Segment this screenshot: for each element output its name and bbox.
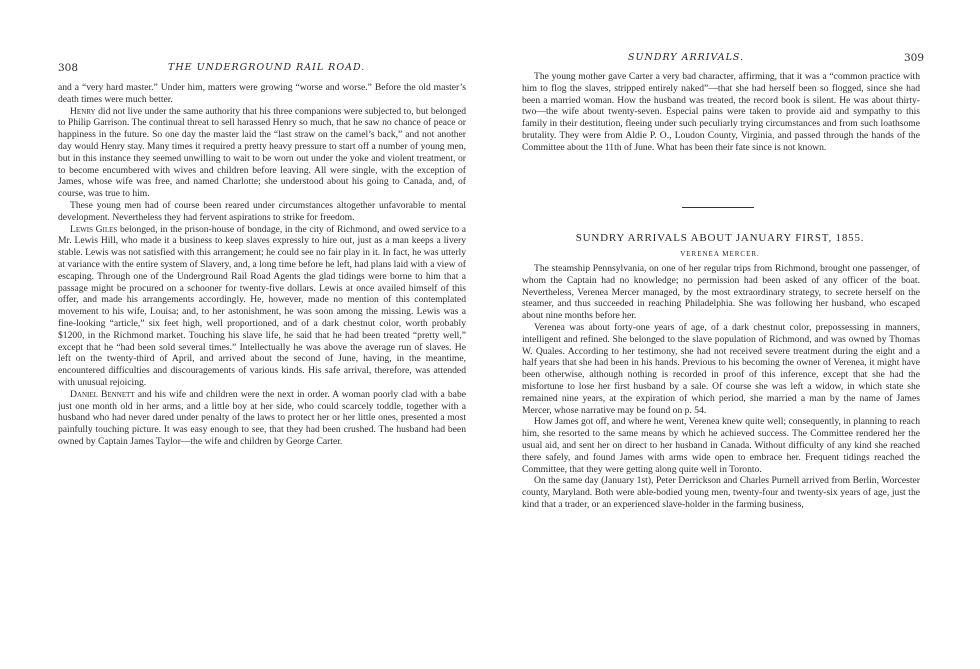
paragraph: The steamship Pennsylvania, on one of her regular trips from Richmond, brought one passenger, of whom the Captain had no knowledge; no permission had been asked of any officer of the boat. Nevertheless, Verenea Mercer managed, by the most extraordinary strategy, to secrete herself on the steamer, and thus succeeded in reaching Philadelphia. She was following her husband, who escaped about nine months before her. — [522, 263, 920, 322]
paragraph: How James got off, and where he went, Verenea knew quite well; consequently, in planning to reach him, she resorted to the same means by which he achieved success. The Committee rendered her the usual aid, and sent her on direct to her husband in Canada. Without difficulty of any kind she reached there safely, and found James with arms wide open to embrace her. Frequent tidings reached the Committee, that they were getting along quite well in Toronto. — [522, 416, 920, 475]
left-page-header — [58, 62, 466, 76]
left-page-number: 308 — [58, 62, 79, 74]
left-page — [58, 0, 466, 669]
right-section-body — [522, 263, 920, 511]
right-page-header — [516, 52, 924, 66]
right-running-head: SUNDRY ARRIVALS. — [628, 52, 745, 63]
paragraph: Daniel Bennett and his wife and children were the next in order. A woman poorly clad with a babe just one month old in her arms, and a little boy at her side, who could scarcely toddle, together with a husband who had never dared under penalty of the laws to protect her or her little ones, presented a most painfully touching picture. It was easy enough to see, that they had been crushed. The husband had been owned by Captain James Taylor—the wife and children by George Carter. — [58, 388, 466, 447]
paragraph: Lewis Giles belonged, in the prison-house of bondage, in the city of Richmond, and owed service to a Mr. Lewis Hill, who made it a business to keep slaves expressly to hire out, just as a man keeps a livery stable. Lewis was not satisfied with this arrangement; he could see no fair play in it. In fact, he was utterly at variance with the entire system of Slavery, and, a long time before he left, had plans laid with a view of escaping. Through one of the Underground Rail Road Agents the glad tidings were borne to him that a passage might be procured on a schooner for twenty-five dollars. Lewis at once availed himself of this offer, and made his arrangements accordingly. He, however, made no mention of this contemplated movement to his wife, Louisa; and, to her astonishment, he was soon among the missing. Lewis was a fine-looking “article,” six feet high, well proportioned, and of a dark chestnut color, worth probably $1200, in the Richmond market. Touching his slave life, he said that he had been treated “pretty well,” except that he “had been sold several times.” Intellectually he was above the average run of slaves. He left on the twenty-third of April, and arrived about the second of June, having, in the meantime, encountered difficulties and discouragements of various kinds. His safe arrival, therefore, was attended with unusual rejoicing. — [58, 223, 466, 388]
right-page-number: 309 — [903, 52, 924, 64]
right-top-body — [522, 71, 920, 154]
paragraph-lead: Lewis Giles — [70, 223, 118, 235]
paragraph: The young mother gave Carter a very bad character, affirming, that it was a “common practice with him to flog the slaves, stripped entirely naked”—that she had herself been so flogged, since she had been a married woman. How the husband was treated, the record book is silent. He was about thirty-two—the wife about twenty-seven. Especial pains were taken to provide aid and sympathy to this family in their destitution, fleeing under such peculiarly trying circumstances and from such loathsome brutality. They were from Aldie P. O., Loudon County, Virginia, and passed through the hands of the Committee about the 11th of June. What has been their fate since is not known. — [522, 71, 920, 153]
section-title: SUNDRY ARRIVALS ABOUT JANUARY FIRST, 1855. — [575, 232, 865, 244]
right-page — [516, 0, 924, 669]
section-subtitle: VERENEA MERCER. — [680, 250, 760, 258]
paragraph: Verenea was about forty-one years of age, of a dark chestnut color, prepossessing in manners, intelligent and refined. She belonged to the slave population of Richmond, and was owned by Thomas W. Quales. According to her testimony, she had not received severe treatment during the eight and a half years that she had been in his hands. Previous to his becoming the owner of Verenea, it might have been otherwise, although nothing is recorded in proof of this inference, except that she had the misfortune to lose her first husband by a sale. Of course she was left a widow, in which state she remained nine years, at the expiration of which period, she married a man by the name of James Mercer, whose narrative may be found on p. 54. — [522, 321, 920, 416]
paragraph: These young men had of course been reared under circumstances altogether unfavorable to mental development. Nevertheless they had fervent aspirations to strike for freedom. — [58, 199, 466, 223]
paragraph: and a “very hard master.” Under him, matters were growing “worse and worse.” Before the old master’s death times were much better. — [58, 82, 466, 105]
left-page-body — [58, 82, 466, 448]
paragraph-lead: Henry — [70, 105, 96, 117]
left-running-head: THE UNDERGROUND RAIL ROAD. — [168, 62, 366, 73]
paragraph-lead: Daniel Bennett — [70, 388, 135, 400]
paragraph: Henry did not live under the same authority that his three companions were subjected to, but belonged to Philip Garrison. The continual threat to sell harassed Henry so much, that he saw no chance of peace or happiness in the future. So one day the master laid the “last straw on the camel’s back,” and not another day would Henry stay. Many times it required a pretty heavy pressure to start off a number of young men, but in this instance they seemed unwilling to wait to be worn out under the yoke and violent treatment, or to become encumbered with wives and children before leaving. All were single, with the exception of James, whose wife was free, and named Charlotte; she understood about his going to Canada, and, of course, was true to him. — [58, 105, 466, 200]
paragraph: On the same day (January 1st), Peter Derrickson and Charles Purnell arrived from Berlin, Worcester county, Maryland. Both were able-bodied young men, twenty-four and twenty-six years of age, just the kind that a trader, or an experienced slave-holder in the farming business, — [522, 475, 920, 510]
section-divider — [682, 207, 754, 208]
